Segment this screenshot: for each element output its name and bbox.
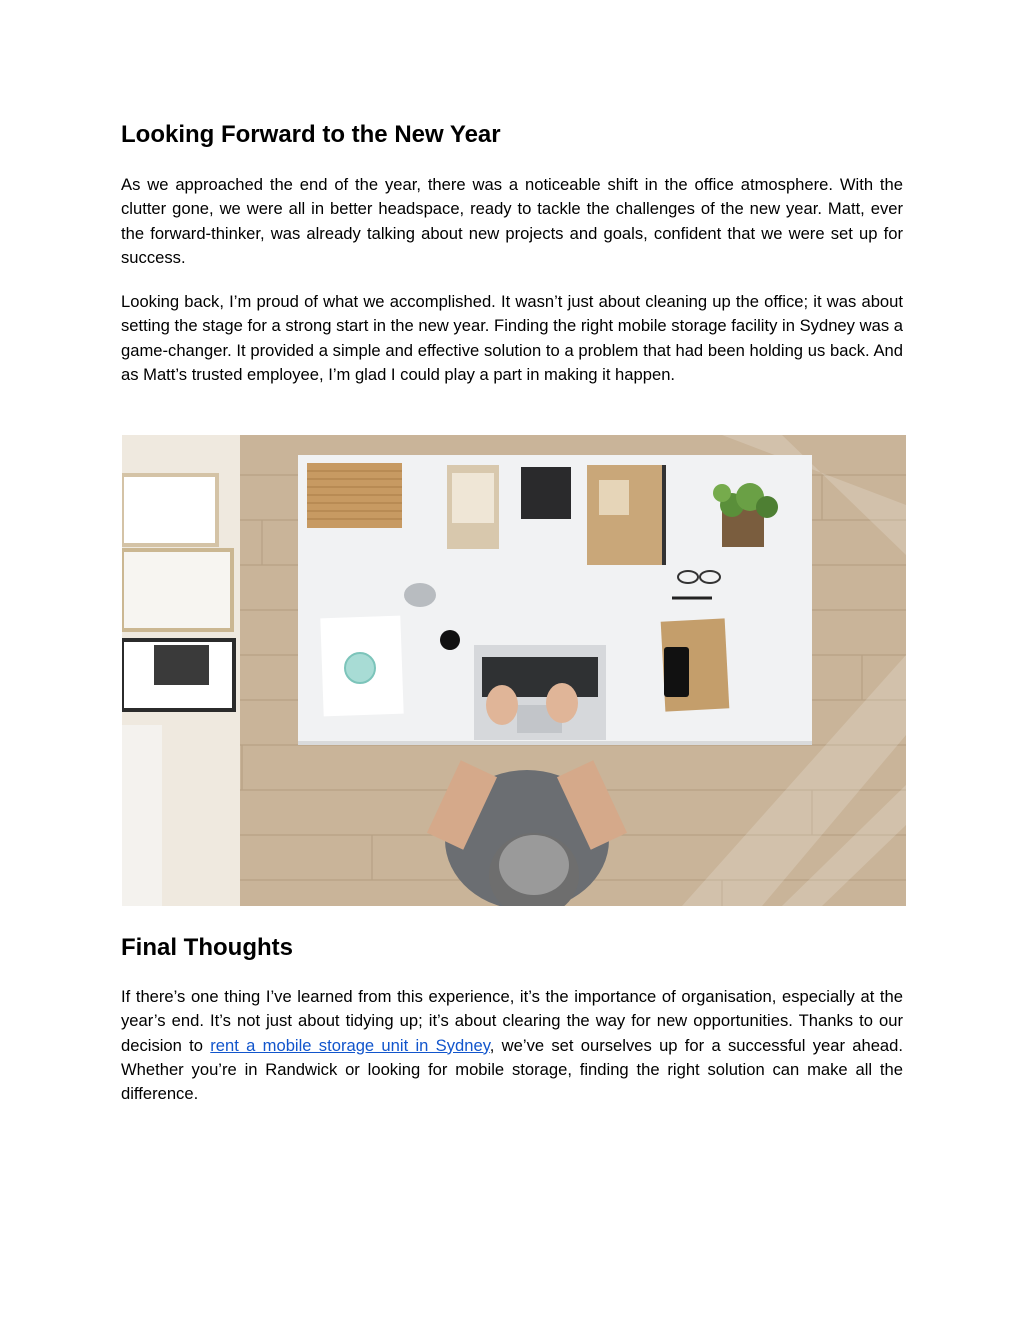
storage-unit-link[interactable]: rent a mobile storage unit in Sydney	[210, 1035, 490, 1055]
section-heading-new-year: Looking Forward to the New Year	[121, 121, 501, 148]
paragraph-text-before-link: If there’s one thing I’ve learned from this experience, it’s the importance of organisation, especially at the year’s end. It’s not just about tidying up; it’s about clearing the way for new opportunities. Thanks to our decision to	[121, 987, 903, 1055]
paragraph-final-thoughts	[121, 985, 903, 1106]
section-heading-final-thoughts: Final Thoughts	[121, 934, 293, 961]
paragraph-atmosphere: As we approached the end of the year, there was a noticeable shift in the office atmosphere. With the clutter gone, we were all in better headspace, ready to tackle the challenges of the new year. Matt, ever the forward-thinker, was already talking about new projects and goals, confident that we were set up for success.	[121, 175, 903, 267]
paragraph-text-after-link: , we’ve set ourselves up for a successful year ahead. Whether you’re in Randwick or looking for mobile storage, finding the right solution can make all the difference.	[121, 1035, 904, 1104]
office-desk-photo	[122, 435, 906, 906]
paragraph-looking-back: Looking back, I’m proud of what we accomplished. It wasn’t just about cleaning up the office; it was about setting the stage for a strong start in the new year. Finding the right mobile storage facility in Sydney was a game-changer. It provided a simple and effective solution to a problem that had been holding us back. And as Matt’s trusted employee, I’m glad I could play a part in making it happen.	[121, 292, 903, 384]
